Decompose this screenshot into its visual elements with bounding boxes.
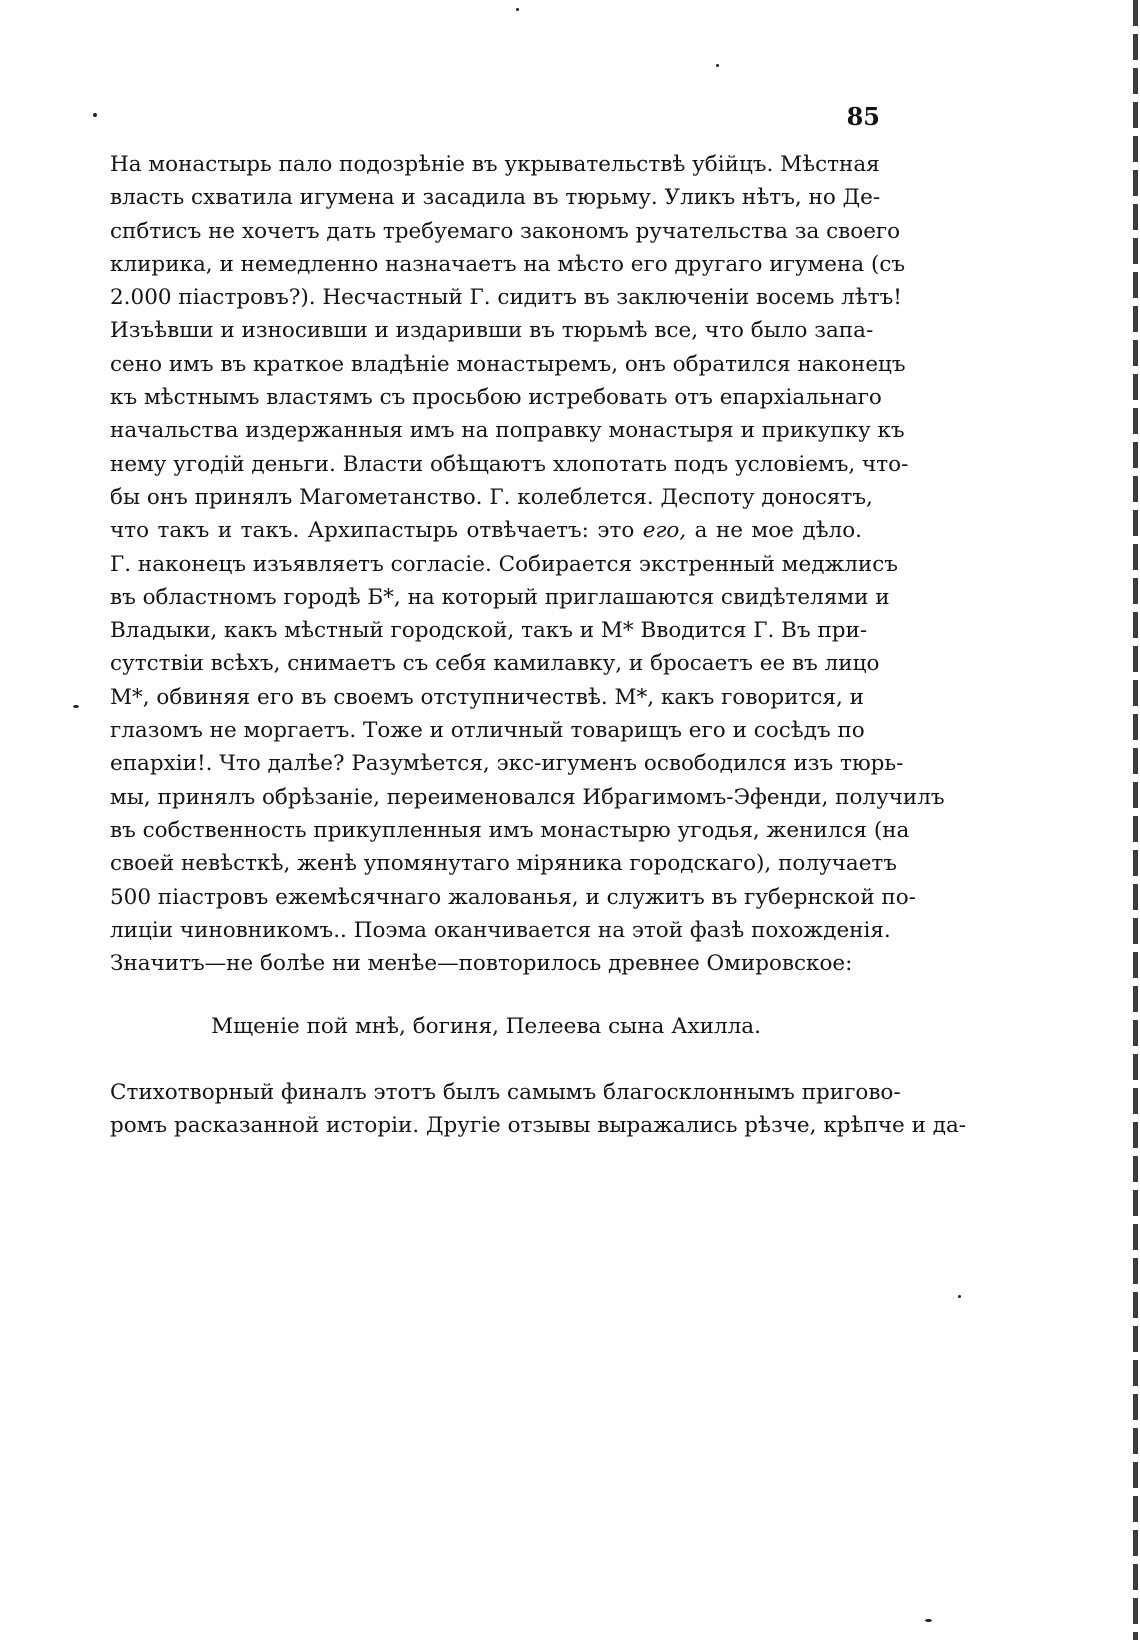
scan-speck [516, 8, 519, 11]
page-number: 85 [846, 102, 880, 131]
text-segment: а не мое дѣло. [694, 518, 862, 544]
text-line: бы онъ принялъ Магометанство. Г. колеблется. Деспоту доносятъ, [110, 484, 873, 510]
text-line: епархіи!. Что далѣе? Разумѣется, экс-игуменъ освободился изъ тюрь- [110, 751, 904, 777]
verse-quote: Мщеніе пой мнѣ, богиня, Пелеева сына Ахилла. [211, 1014, 761, 1039]
text-line: М*, обвиняя его въ своемъ отступничествѣ. М*, какъ говорится, и [110, 684, 864, 710]
text-line: На монастырь пало подозрѣніе въ укрывательствѣ убійцъ. Мѣстная [110, 152, 880, 177]
scan-speck [93, 113, 97, 117]
text-line: Г. наконецъ изъявляетъ согласіе. Собирается экстренный меджлисъ [110, 551, 898, 577]
text-line-with-italic [110, 514, 862, 547]
paragraph-2 [110, 1076, 967, 1143]
text-line: власть схватила игумена и засадила въ тюрьму. Уликъ нѣтъ, но Де- [110, 185, 881, 211]
text-line: 2.000 піастровъ?). Несчастный Г. сидитъ въ заключеніи восемь лѣтъ! [110, 285, 902, 311]
text-line: ромъ расказанной исторіи. Другіе отзывы выражались рѣзче, крѣпче и да- [110, 1113, 967, 1139]
paragraph-1 [110, 148, 945, 980]
scan-speck [716, 64, 719, 67]
text-line: нему угодій деньги. Власти обѣщаютъ хлопотать подъ условіемъ, что- [110, 451, 909, 477]
text-line: въ областномъ городѣ Б*, на который приглашаются свидѣтелями и [110, 584, 890, 610]
scan-speck [73, 705, 79, 708]
scan-speck [925, 1619, 932, 1622]
text-line: своей невѣсткѣ, женѣ упомянутаго міряника городскаго), получаетъ [110, 851, 897, 877]
text-segment: что такъ и такъ. Архипастырь отвѣчаетъ: это [110, 518, 635, 544]
italic-word: его, [642, 518, 687, 544]
text-line-last: Значитъ—не болѣе ни менѣе—повторилось древнее Омировское: [110, 951, 853, 977]
text-line: въ собственность прикупленныя имъ монастырю угодья, женился (на [110, 817, 910, 843]
text-line: клирика, и немедленно назначаетъ на мѣсто его другаго игумена (съ [110, 251, 906, 277]
text-line: мы, принялъ обрѣзаніе, переименовался Ибрагимомъ-Эфенди, получилъ [110, 784, 945, 810]
text-line: сутствіи всѣхъ, снимаетъ съ себя камилавку, и бросаетъ ее въ лицо [110, 651, 880, 677]
text-line: 500 піастровъ ежемѣсячнаго жалованья, и служитъ въ губернской по- [110, 884, 916, 910]
text-line: сено имъ въ краткое владѣніе монастыремъ, онъ обратился наконецъ [110, 351, 906, 377]
text-line: лиціи чиновникомъ.. Поэма оканчивается на этой фазѣ похожденія. [110, 917, 891, 943]
text-line: начальства издержанныя имъ на поправку монастыря и прикупку къ [110, 418, 905, 444]
text-line: Владыки, какъ мѣстный городской, такъ и М* Вводится Г. Въ при- [110, 618, 868, 644]
text-line: глазомъ не моргаетъ. Тоже и отличный товарищъ его и сосѣдъ по [110, 718, 865, 744]
scan-edge [1133, 0, 1138, 1640]
text-line: Стихотворный финалъ этотъ былъ самымъ благосклоннымъ пригово- [110, 1080, 901, 1105]
scan-speck [958, 1295, 961, 1298]
text-line: спбтисъ не хочетъ дать требуемаго закономъ ручательства за своего [110, 218, 901, 244]
text-line: къ мѣстнымъ властямъ съ просьбою истребовать отъ епархіальнаго [110, 385, 882, 411]
text-line: Изъѣвши и износивши и издаривши въ тюрьмѣ все, что было запа- [110, 318, 874, 344]
